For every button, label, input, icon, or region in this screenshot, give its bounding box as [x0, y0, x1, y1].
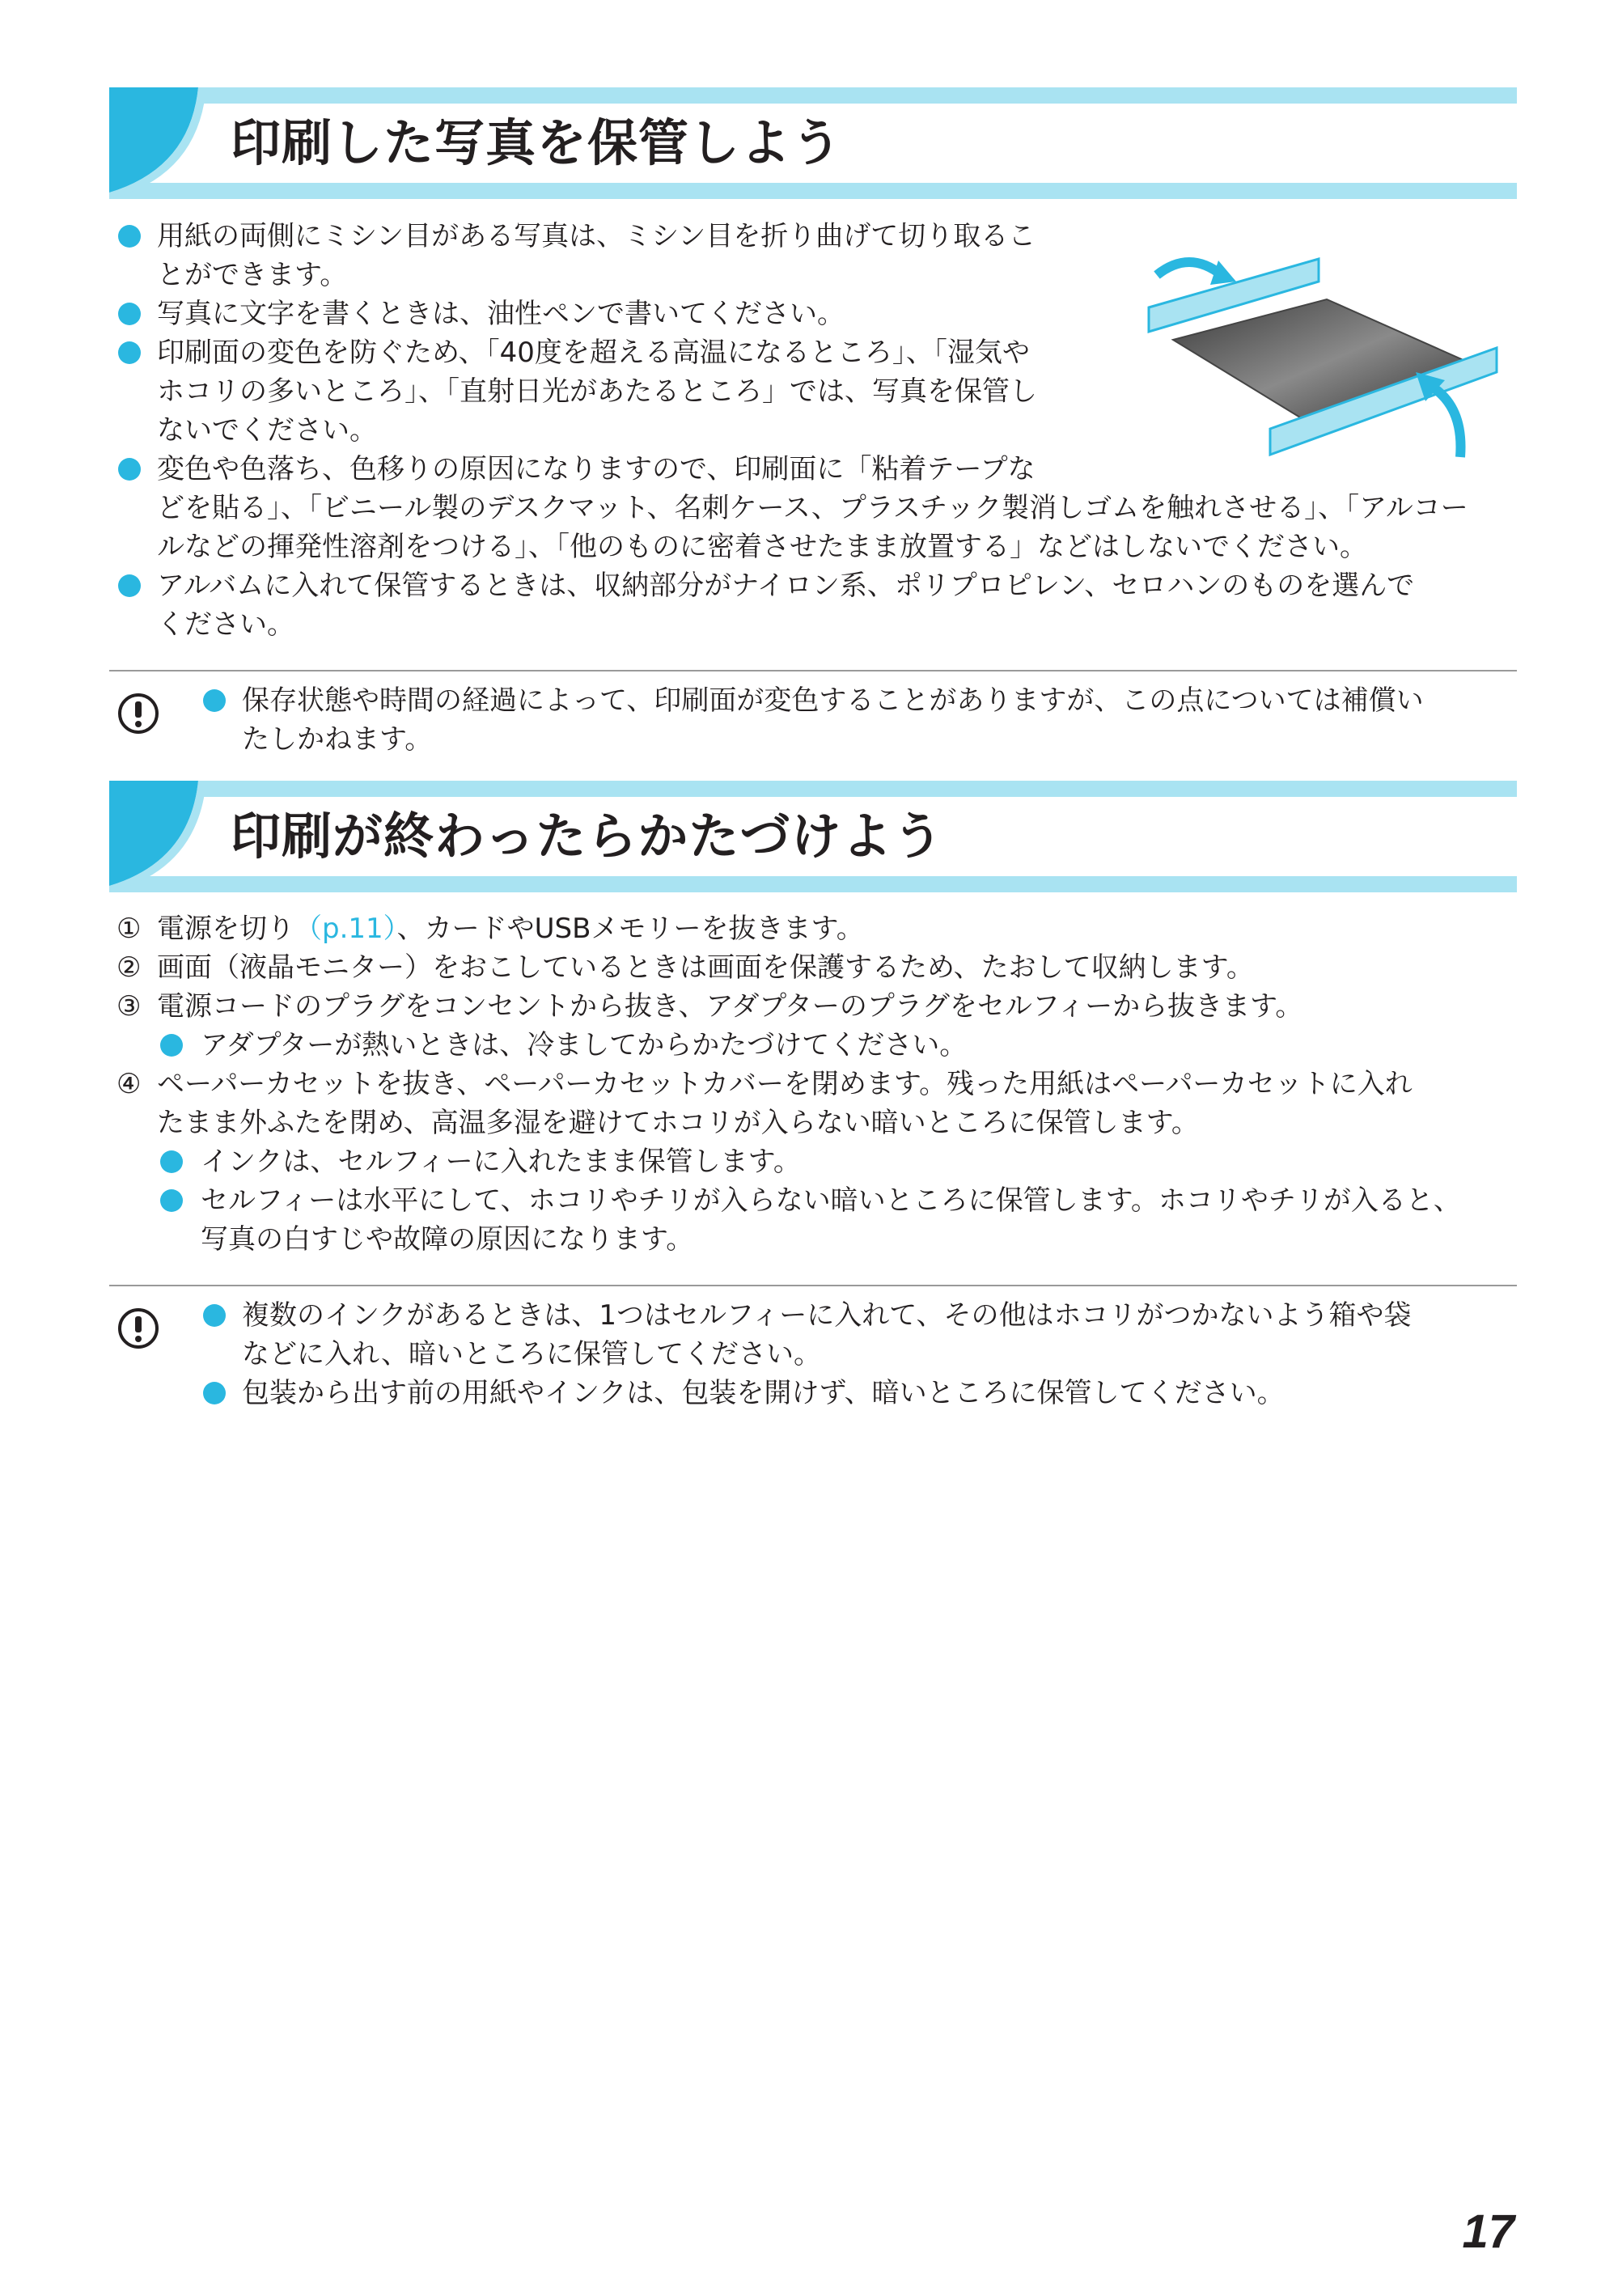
bullet-dot	[203, 689, 226, 712]
page-number: 17	[1462, 2205, 1514, 2258]
bullet-text: 用紙の両側にミシン目がある写真は、ミシン目を折り曲げて切り取るこ とができます。	[157, 220, 1036, 291]
note-item	[198, 1374, 1517, 1413]
caution-note-2	[109, 1285, 1517, 1430]
note-item	[198, 1296, 1517, 1374]
note-divider	[109, 670, 1517, 671]
bullet-text: 変色や色落ち、色移りの原因になりますので、印刷面に「粘着テープな どを貼る」、「ビニール製のデスクマット、名刺ケース、プラスチック製消しゴムを触れさせる」、「アルコー ルなどの揮発性溶剤をつける」、「他のものに密着させたまま放置する」などはしないでください。	[157, 453, 1468, 563]
bullet-dot	[118, 225, 141, 248]
page-reference-link[interactable]: （p.11）	[294, 913, 397, 945]
step-item	[113, 1065, 1521, 1142]
step-text: ペーパーカセットを抜き、ペーパーカセットカバーを閉めます。残った用紙はペーパーカセットに入れ たまま外ふたを閉め、高温多湿を避けてホコリが入らない暗いところに保管します。	[157, 1068, 1413, 1139]
step-item	[113, 987, 1521, 1026]
section1-bullet-list	[113, 217, 1521, 644]
sub-text: アダプターが熱いときは、冷ましてからかたづけてください。	[201, 1029, 968, 1061]
step-text: 電源を切り	[157, 913, 294, 945]
bullet-dot	[160, 1034, 183, 1057]
caution-note-1	[109, 670, 1517, 767]
bullet-dot	[118, 458, 141, 481]
bullet-text: アルバムに入れて保管するときは、収納部分がナイロン系、ポリプロピレン、セロハンのものを選んで ください。	[157, 570, 1415, 641]
section-title: 印刷した写真を保管しよう	[231, 113, 843, 172]
bullet-dot	[203, 1382, 226, 1404]
heading-band-bottom	[109, 183, 1517, 199]
bullet-dot	[118, 574, 141, 597]
list-item	[113, 294, 1521, 333]
step-sub-item	[113, 1142, 1521, 1181]
step-sub-item	[113, 1026, 1521, 1065]
caution-exclamation-icon	[117, 693, 159, 735]
heading-band-top	[109, 87, 1517, 104]
list-item	[113, 333, 1521, 450]
step-number: ③	[116, 990, 142, 1023]
bullet-dot	[203, 1304, 226, 1327]
bullet-dot	[118, 303, 141, 325]
sub-text: インクは、セルフィーに入れたまま保管します。	[201, 1146, 801, 1178]
heading-decoration-icon	[109, 87, 206, 199]
bullet-dot	[160, 1189, 183, 1212]
step-item	[113, 909, 1521, 948]
section2-step-list	[113, 909, 1521, 1259]
step-number: ①	[116, 913, 142, 945]
note-divider	[109, 1285, 1517, 1286]
note-list	[198, 1296, 1517, 1413]
bullet-dot	[118, 341, 141, 364]
sub-text: セルフィーは水平にして、ホコリやチリが入らない暗いところに保管します。ホコリやチリが入ると、 写真の白すじや故障の原因になります。	[201, 1184, 1461, 1256]
list-item	[113, 450, 1521, 566]
note-text: 包装から出す前の用紙やインクは、包装を開けず、暗いところに保管してください。	[242, 1377, 1285, 1409]
bullet-text: 印刷面の変色を防ぐため、「40度を超える高温になるところ」、「湿気や ホコリの多いところ」、「直射日光があたるところ」では、写真を保管し ないでください。	[157, 337, 1037, 447]
bullet-dot	[160, 1150, 183, 1173]
section-heading-2	[109, 781, 1517, 892]
list-item	[113, 217, 1160, 294]
note-text: 保存状態や時間の経過によって、印刷面が変色することがありますが、この点については補償い たしかねます。	[242, 684, 1424, 756]
step-text: 、カードやUSBメモリーを抜きます。	[396, 913, 864, 945]
step-text: 画面（液晶モニター）をおこしているときは画面を保護するため、たおして収納します。	[157, 951, 1254, 984]
step-sub-item	[113, 1181, 1521, 1259]
list-item	[113, 566, 1521, 644]
bullet-text: 写真に文字を書くときは、油性ペンで書いてください。	[157, 298, 845, 330]
section-heading-1	[109, 87, 1517, 199]
heading-band-bottom	[109, 876, 1517, 892]
step-item	[113, 948, 1521, 987]
note-item	[198, 681, 1517, 759]
heading-decoration-icon	[109, 781, 206, 892]
step-text: 電源コードのプラグをコンセントから抜き、アダプターのプラグをセルフィーから抜きます。	[157, 990, 1303, 1023]
note-text: 複数のインクがあるときは、1つはセルフィーに入れて、その他はホコリがつかないよう箱や袋 などに入れ、暗いところに保管してください。	[242, 1299, 1412, 1370]
section-title: 印刷が終わったらかたづけよう	[231, 807, 944, 866]
step-number: ④	[116, 1068, 142, 1100]
heading-band-top	[109, 781, 1517, 797]
step-number: ②	[116, 951, 142, 984]
note-list	[198, 681, 1517, 759]
caution-exclamation-icon	[117, 1307, 159, 1349]
